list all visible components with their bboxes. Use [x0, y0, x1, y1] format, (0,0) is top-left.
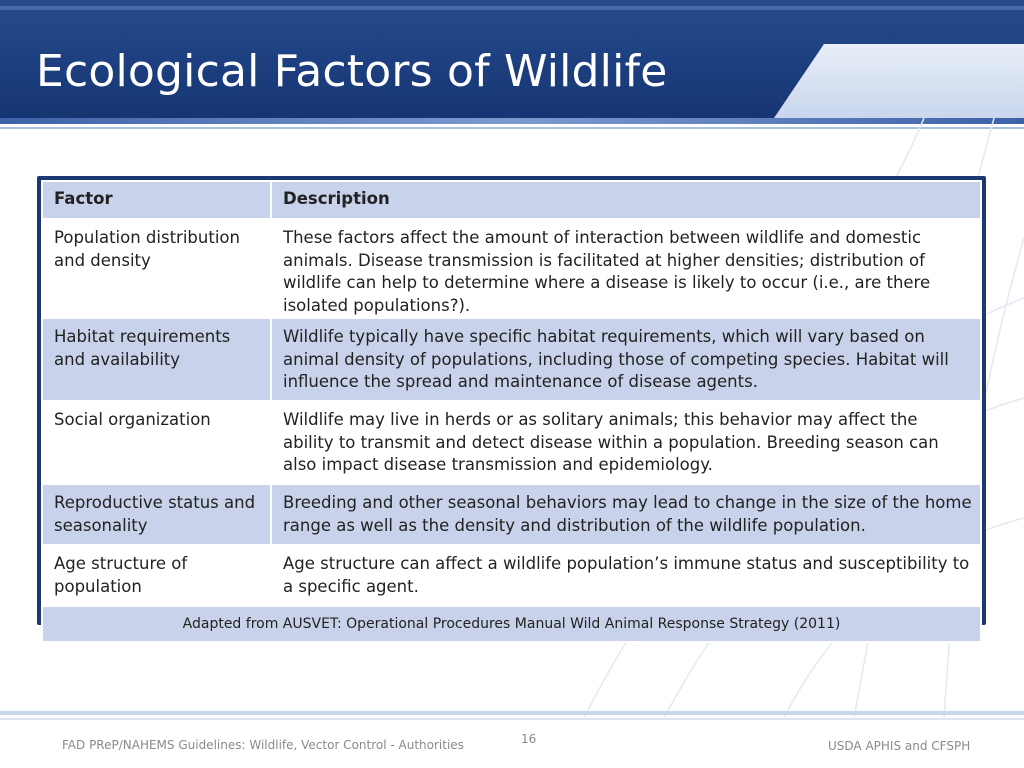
table-source-note: Adapted from AUSVET: Operational Procedures Manual Wild Animal Response Strategy (2011): [42, 606, 981, 642]
factor-cell: Age structure of population: [42, 545, 271, 606]
factor-cell: Population distribution and density: [42, 219, 271, 318]
source-row: [42, 606, 981, 642]
factors-table-frame: [37, 176, 986, 632]
footer-thin-divider: [0, 718, 1024, 720]
footer-course-title: FAD PReP/NAHEMS Guidelines: Wildlife, Vector Control - Authorities: [62, 738, 464, 752]
table-header-row: [42, 181, 981, 219]
page-number: 16: [521, 732, 537, 746]
slide-title: Ecological Factors of Wildlife: [36, 46, 668, 97]
description-cell: Wildlife typically have specific habitat requirements, which will vary based on animal density of populations, including those of competing species. Habitat will influence the spread and maintenance of disease agents.: [271, 318, 981, 401]
description-cell: Age structure can affect a wildlife population’s immune status and susceptibility to a specific agent.: [271, 545, 981, 606]
description-cell: Wildlife may live in herds or as solitary animals; this behavior may affect the ability to transmit and detect disease within a population. Breeding season can also impact disease transmission and epidemiology.: [271, 401, 981, 484]
footer-divider: [0, 711, 1024, 715]
column-header-description: Description: [271, 181, 981, 219]
description-cell: Breeding and other seasonal behaviors may lead to change in the size of the home range as well as the density and distribution of the wildlife population.: [271, 484, 981, 545]
column-header-factor: Factor: [42, 181, 271, 219]
table-row: [42, 484, 981, 545]
factors-table: [41, 180, 982, 643]
footer-organization: USDA APHIS and CFSPH: [828, 739, 971, 753]
factor-cell: Habitat requirements and availability: [42, 318, 271, 401]
table-row: [42, 545, 981, 606]
table-row: [42, 318, 981, 401]
description-cell: These factors affect the amount of interaction between wildlife and domestic animals. Disease transmission is facilitated at higher densities; distribution of wildlife can help to determine where a disease is likely to occur (i.e., are there isolated populations?).: [271, 219, 981, 318]
table-row: [42, 401, 981, 484]
header-highlight-stripe: [0, 6, 1024, 10]
factor-cell: Social organization: [42, 401, 271, 484]
factor-cell: Reproductive status and seasonality: [42, 484, 271, 545]
table-row: [42, 219, 981, 318]
